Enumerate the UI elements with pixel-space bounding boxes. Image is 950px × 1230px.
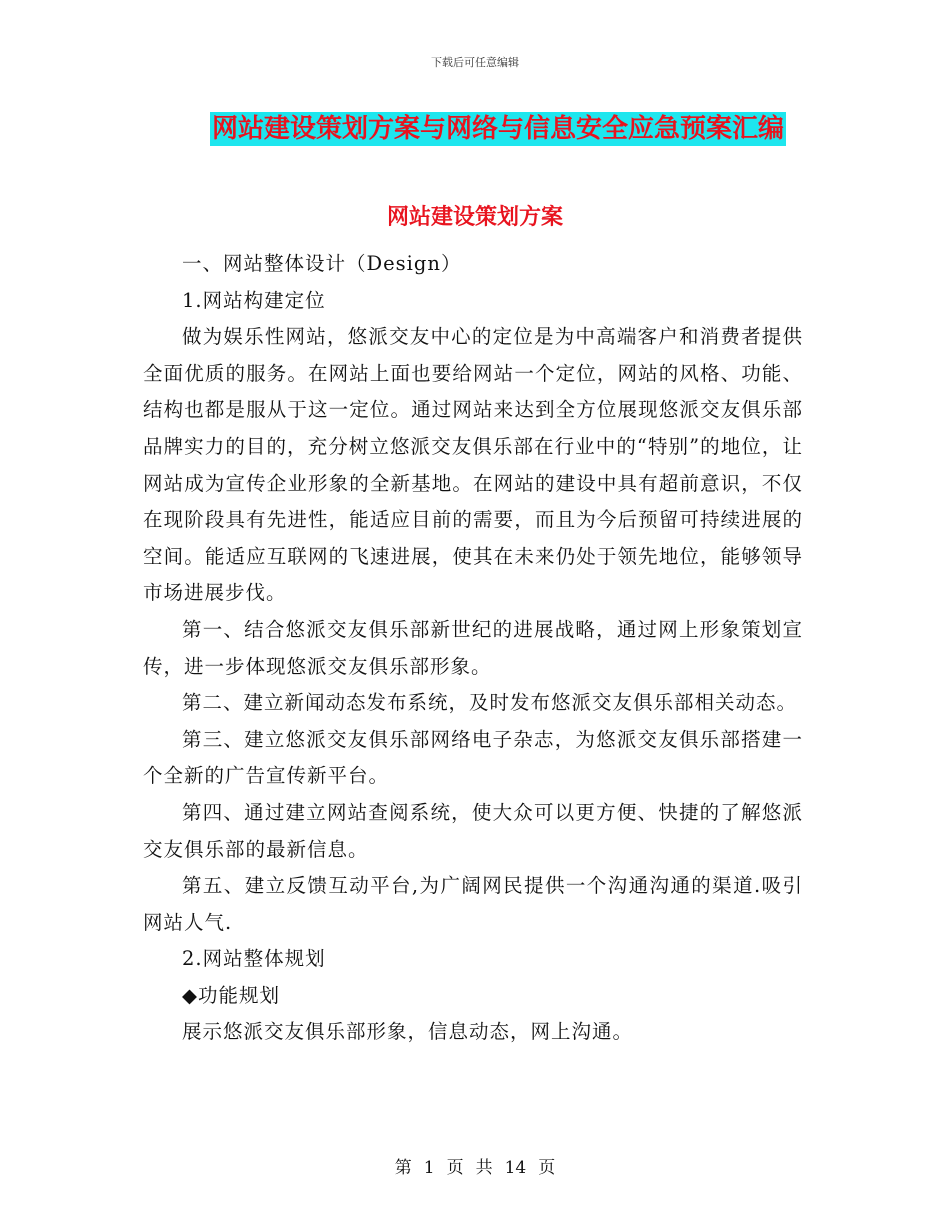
paragraph-function-plan: 展示悠派交友俱乐部形象，信息动态，网上沟通。	[182, 1020, 634, 1044]
paragraph-item-5: 第五、建立反馈互动平台,为广阔网民提供一个沟通沟通的渠道.吸引网站人气.	[143, 874, 803, 934]
page-header-note: 下载后可任意编辑	[431, 56, 519, 69]
page-footer	[0, 1153, 950, 1178]
footer-total-label: 共	[475, 1158, 493, 1178]
paragraph-item-3: 第三、建立悠派交友俱乐部网络电子杂志，为悠派交友俱乐部搭建一个全新的广告宣传新平台。	[143, 727, 803, 788]
footer-page-label: 页	[446, 1158, 464, 1178]
document-title-container	[0, 112, 950, 146]
paragraph-item-1: 第一、结合悠派交友俱乐部新世纪的进展战略，通过网上形象策划宣传，进一步体现悠派交友俱乐部形象。	[143, 617, 803, 678]
section-title: 网站建设策划方案	[386, 205, 563, 230]
footer-total-pages: 14	[504, 1158, 527, 1178]
subheading-positioning: 1.网站构建定位	[182, 288, 326, 312]
paragraph-item-2: 第二、建立新闻动态发布系统，及时发布悠派交友俱乐部相关动态。	[182, 691, 798, 715]
footer-page-number: 1	[423, 1158, 435, 1178]
footer-prefix: 第	[394, 1158, 412, 1178]
subheading-overall-plan: 2.网站整体规划	[182, 947, 326, 971]
paragraph-positioning: 做为娱乐性网站，悠派交友中心的定位是为中高端客户和消费者提供全面优质的服务。在网站上面也要给网站一个定位，网站的风格、功能、结构也都是服从于这一定位。通过网站来达到全方位展现悠派交友俱乐部品牌实力的目的，充分树立悠派交友俱乐部在行业中的“特别”的地位，让网站成为宣传企业形象的全新基地。在网站的建设中具有超前意识，不仅在现阶段具有先进性，能适应目前的需要，而且为今后预留可持续进展的空间。能适应互联网的飞速进展，使其在未来仍处于领先地位，能够领导市场进展步伐。	[143, 325, 803, 605]
footer-suffix: 页	[538, 1158, 556, 1178]
document-title: 网站建设策划方案与网络与信息安全应急预案汇编	[211, 114, 784, 144]
heading-website-design: 一、网站整体设计（Design）	[182, 252, 462, 275]
document-body	[143, 246, 803, 1051]
paragraph-item-4: 第四、通过建立网站查阅系统，使大众可以更方便、快捷的了解悠派交友俱乐部的最新信息。	[143, 800, 803, 861]
bullet-function-plan: ◆功能规划	[182, 983, 280, 1007]
